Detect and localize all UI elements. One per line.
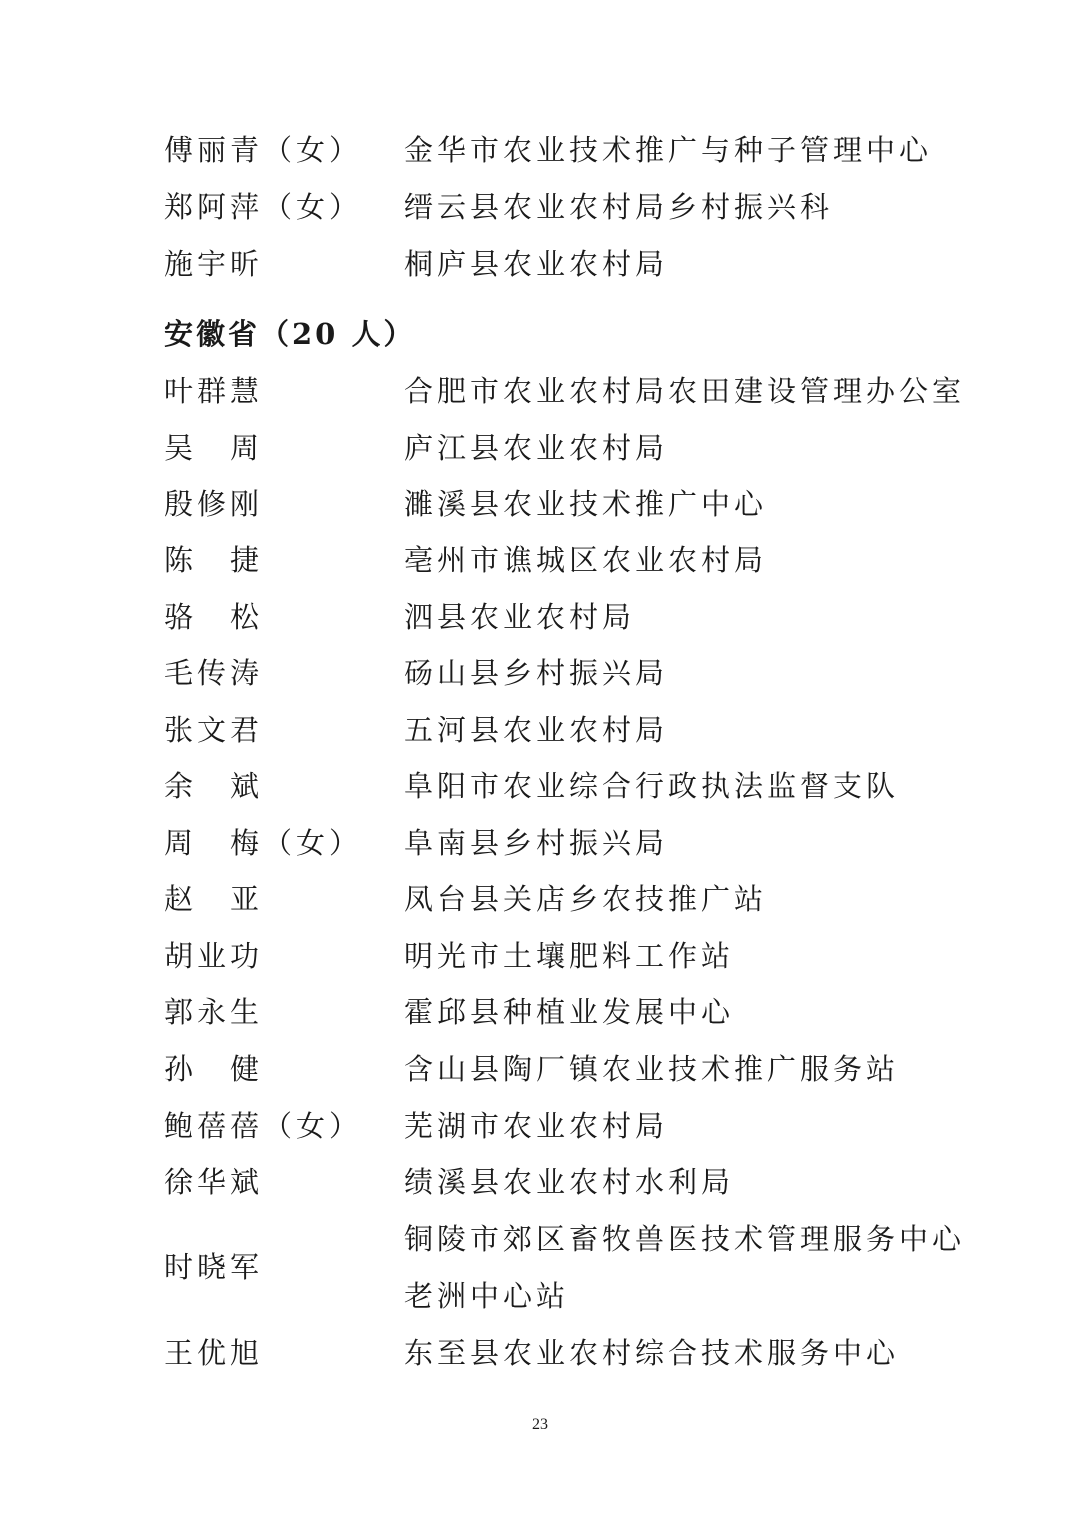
organization: 含山县陶厂镇农业技术推广服务站 [404,1052,900,1086]
organization: 绩溪县农业农村水利局 [404,1165,735,1199]
person-name: 郭永生 [164,995,264,1029]
person-name: 郑阿萍（女） [164,190,363,224]
person-name: 鲍蓓蓓（女） [164,1109,363,1143]
list-item [0,934,1080,990]
organization: 铜陵市郊区畜牧兽医技术管理服务中心 [404,1222,966,1256]
organization-continuation: 老洲中心站 [404,1279,570,1313]
organization: 砀山县乡村振兴局 [404,656,669,690]
person-name: 王优旭 [164,1336,264,1370]
list-item [0,538,1080,594]
organization: 濉溪县农业技术推广中心 [404,487,768,521]
organization: 金华市农业技术推广与种子管理中心 [404,133,933,167]
list-item [0,369,1080,425]
person-name: 周 梅（女） [164,826,363,860]
list-item [0,595,1080,651]
person-name: 施宇昕 [164,247,264,281]
organization: 缙云县农业农村局乡村振兴科 [404,190,834,224]
organization: 凤台县关店乡农技推广站 [404,882,768,916]
organization: 霍邱县种植业发展中心 [404,995,735,1029]
person-name: 叶群慧 [164,374,264,408]
organization: 亳州市谯城区农业农村局 [404,543,768,577]
person-name: 骆 松 [164,600,264,634]
list-item [0,764,1080,820]
organization: 阜南县乡村振兴局 [404,826,669,860]
list-item [0,821,1080,877]
organization: 芜湖市农业农村局 [404,1109,669,1143]
person-name: 时晓军 [164,1250,264,1284]
section-heading: 安徽省（20 人） [164,317,416,351]
person-name: 余 斌 [164,769,264,803]
page-number: 23 [532,1416,548,1433]
list-item [0,242,1080,298]
list-item [0,877,1080,933]
list-item [0,990,1080,1046]
list-item [0,1047,1080,1103]
organization: 泗县农业农村局 [404,600,636,634]
person-name: 殷修刚 [164,487,264,521]
person-name: 毛传涛 [164,656,264,690]
list-item [0,128,1080,184]
list-item-org-line [0,1217,1080,1273]
person-name: 胡业功 [164,939,264,973]
organization: 明光市土壤肥料工作站 [404,939,735,973]
person-name: 陈 捷 [164,543,264,577]
list-item [0,1331,1080,1387]
list-item [0,708,1080,764]
person-name: 傅丽青（女） [164,133,363,167]
person-name: 张文君 [164,713,264,747]
organization: 桐庐县农业农村局 [404,247,669,281]
list-item [0,482,1080,538]
organization: 东至县农业农村综合技术服务中心 [404,1336,900,1370]
person-name: 赵 亚 [164,882,264,916]
organization: 阜阳市农业综合行政执法监督支队 [404,769,900,803]
list-item [0,185,1080,241]
person-name: 孙 健 [164,1052,264,1086]
list-item [0,426,1080,482]
organization: 合肥市农业农村局农田建设管理办公室 [404,374,966,408]
list-item-org-line [0,1274,1080,1330]
list-item [0,1160,1080,1216]
organization: 庐江县农业农村局 [404,431,669,465]
list-item [0,651,1080,707]
person-name: 吴 周 [164,431,264,465]
organization: 五河县农业农村局 [404,713,669,747]
list-item [0,1104,1080,1160]
person-name: 徐华斌 [164,1165,264,1199]
